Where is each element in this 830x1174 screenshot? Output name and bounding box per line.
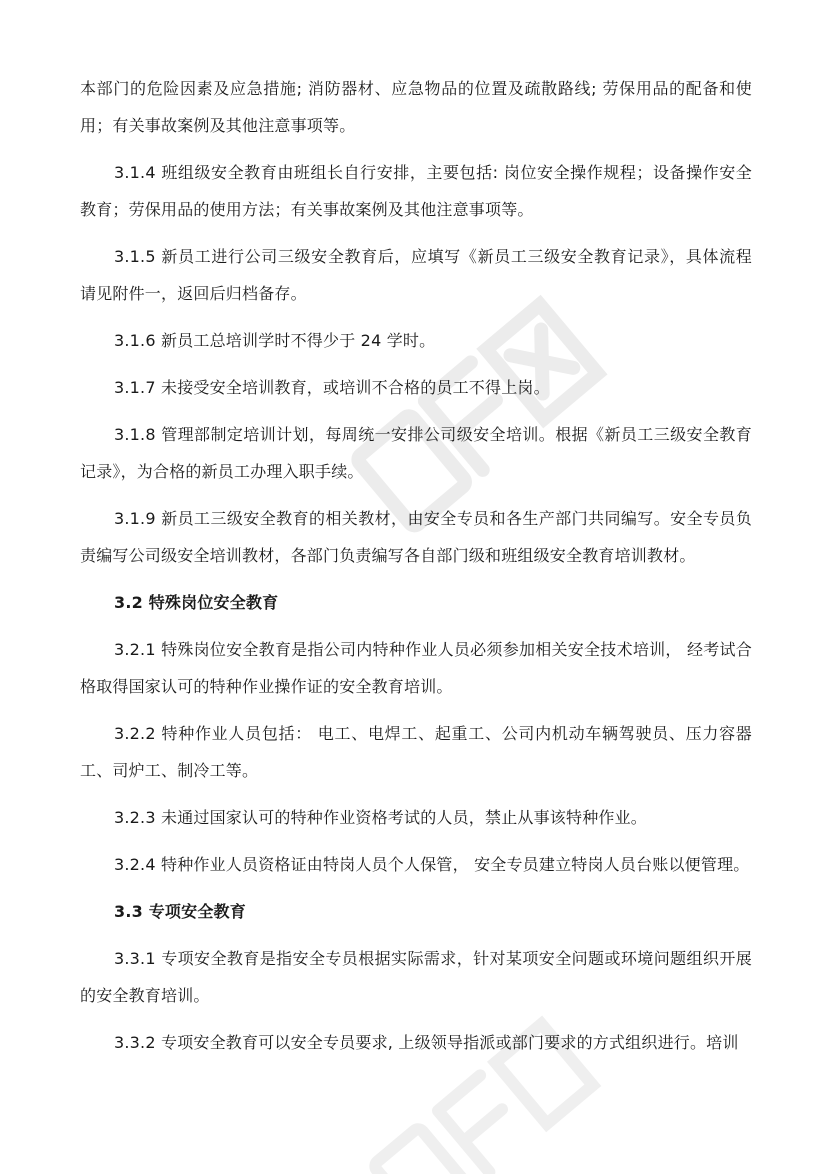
paragraph-3-1-4: 3.1.4 班组级安全教育由班组长自行安排，主要包括: 岗位安全操作规程；设备操作安全教育；劳保用品的使用方法；有关事故案例及其他注意事项等。 [80,163,752,219]
paragraph-3-1-8: 3.1.8 管理部制定培训计划，每周统一安排公司级安全培训。根据《新员工三级安全教育记录》，为合格的新员工办理入职手续。 [80,425,752,481]
paragraph-3-1-6: 3.1.6 新员工总培训学时不得少于 24 学时。 [114,331,436,350]
document-body [80,70,752,1061]
paragraph-3-2-3: 3.2.3 未通过国家认可的特种作业资格考试的人员，禁止从事该特种作业。 [114,808,647,827]
paragraph: 本部门的危险因素及应急措施; 消防器材、应急物品的位置及疏散路线; 劳保用品的配备和使用；有关事故案例及其他注意事项等。 [80,79,752,135]
paragraph-3-2-1: 3.2.1 特殊岗位安全教育是指公司内特种作业人员必须参加相关安全技术培训， 经考试合格取得国家认可的特种作业操作证的安全教育培训。 [80,640,752,696]
section-heading-3-2: 3.2 特殊岗位安全教育 [114,593,279,612]
paragraph-3-1-5: 3.1.5 新员工进行公司三级安全教育后，应填写《新员工三级安全教育记录》，具体流程请见附件一，返回后归档备存。 [80,247,752,303]
paragraph-3-2-2: 3.2.2 特种作业人员包括： 电工、电焊工、起重工、公司内机动车辆驾驶员、压力容器工、司炉工、制冷工等。 [80,724,752,780]
paragraph-3-1-9: 3.1.9 新员工三级安全教育的相关教材，由安全专员和各生产部门共同编写。安全专员负责编写公司级安全培训教材，各部门负责编写各自部门级和班组级安全教育培训教材。 [80,509,752,565]
section-heading-3-3: 3.3 专项安全教育 [114,902,246,921]
paragraph-3-1-7: 3.1.7 未接受安全培训教育，或培训不合格的员工不得上岗。 [114,378,550,397]
paragraph-3-3-1: 3.3.1 专项安全教育是指安全专员根据实际需求，针对某项安全问题或环境问题组织开展的安全教育培训。 [80,949,752,1005]
paragraph-3-2-4: 3.2.4 特种作业人员资格证由特岗人员个人保管， 安全专员建立特岗人员台账以便管理。 [114,855,750,874]
paragraph-3-3-2: 3.3.2 专项安全教育可以安全专员要求, 上级领导指派或部门要求的方式组织进行。培训 [114,1033,739,1052]
